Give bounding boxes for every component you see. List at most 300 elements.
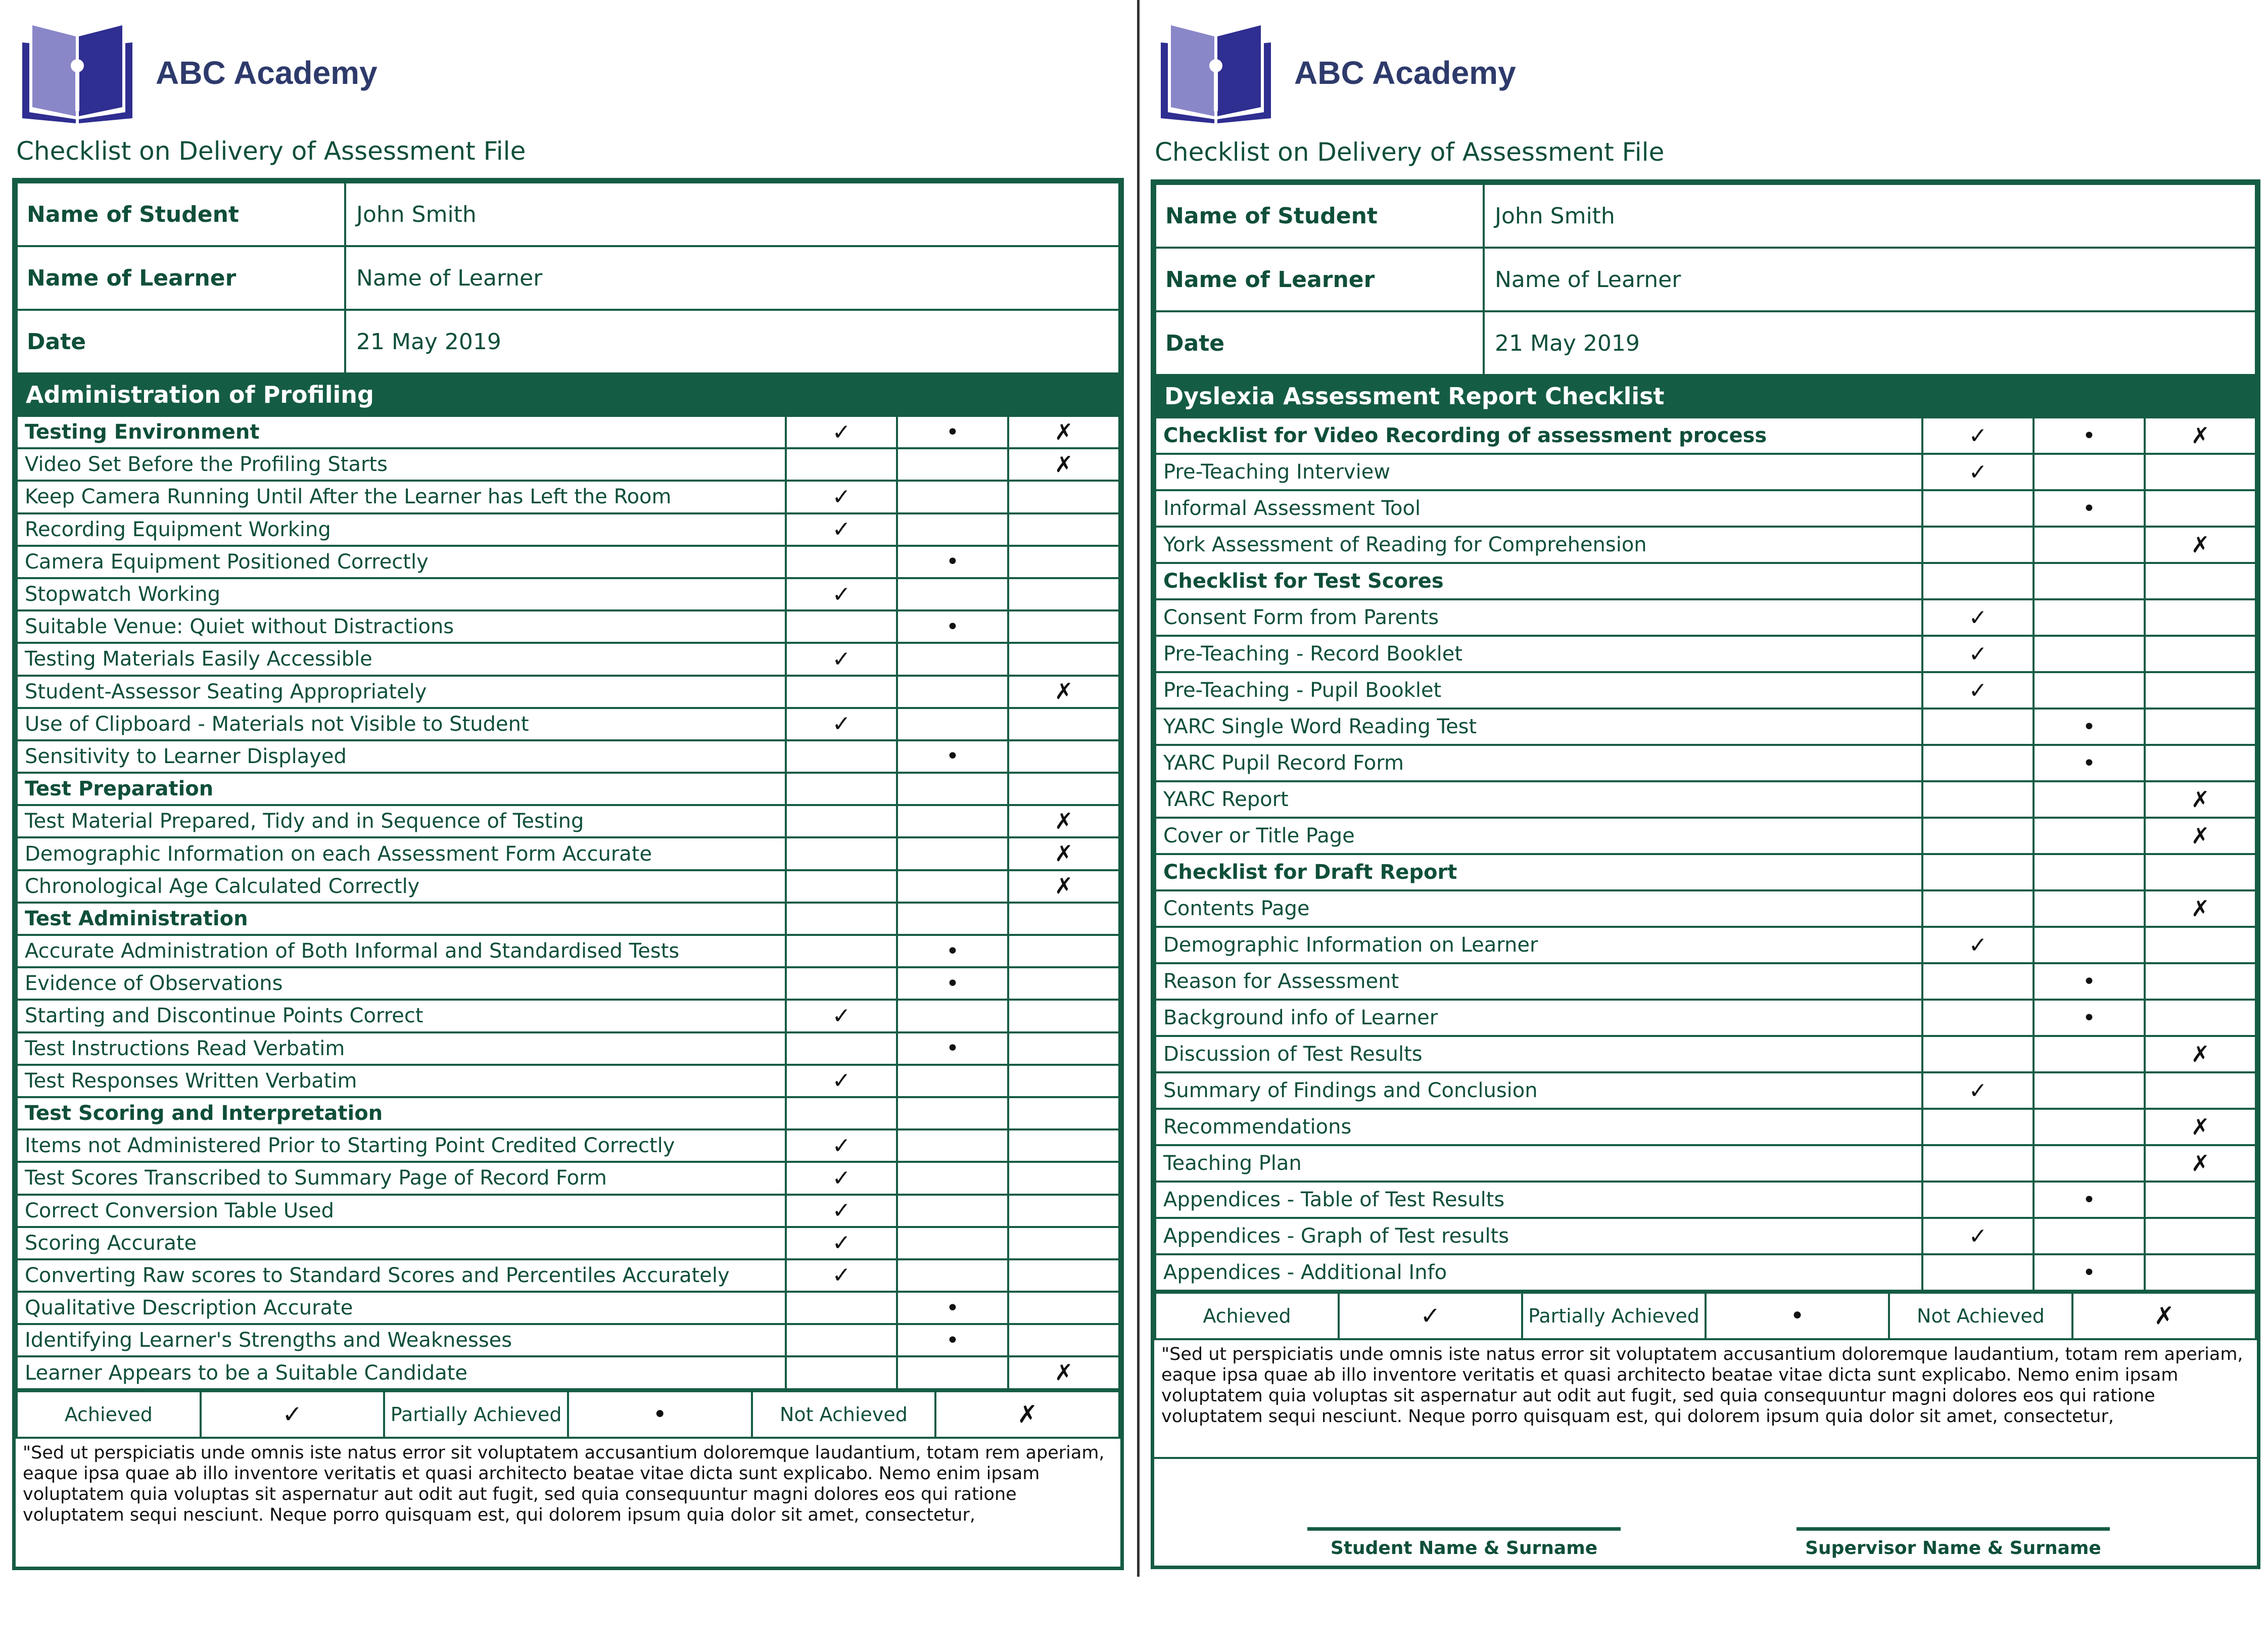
achieved-cell[interactable]: ✓: [786, 578, 897, 610]
checklist-row: [1155, 745, 2256, 781]
not-achieved-cell[interactable]: [2145, 1182, 2256, 1218]
checklist-row: [17, 676, 1119, 708]
checklist-row: [1155, 818, 2256, 854]
not-achieved-cell[interactable]: [1008, 935, 1119, 967]
checklist-item-label: Converting Raw scores to Standard Scores and Percentiles Accurately: [17, 1259, 786, 1292]
checklist-item-label: Suitable Venue: Quiet without Distractions: [17, 610, 786, 643]
checklist-frame: [12, 178, 1124, 1570]
signature-line: [1797, 1527, 2110, 1531]
book-logo-icon: [19, 22, 135, 123]
not-achieved-cell[interactable]: [1008, 578, 1119, 610]
partially-achieved-cell[interactable]: •: [897, 1032, 1008, 1065]
checklist-item-label: Discussion of Test Results: [1155, 1036, 1922, 1072]
achieved-cell[interactable]: [1922, 709, 2034, 745]
checklist-row: [1155, 890, 2256, 927]
achieved-cell[interactable]: ✓: [1922, 599, 2034, 636]
achieved-cell[interactable]: ✓: [1922, 1218, 2034, 1254]
checklist-row: [17, 935, 1119, 967]
legend-achieved-label: Achieved: [17, 1391, 201, 1438]
not-achieved-cell[interactable]: [1008, 610, 1119, 643]
partially-achieved-cell[interactable]: •: [897, 740, 1008, 773]
checklist-row: [1155, 1000, 2256, 1036]
partially-achieved-cell[interactable]: •: [2034, 1254, 2145, 1291]
checklist-row: [17, 967, 1119, 1000]
checklist-row: [17, 481, 1119, 513]
checklist-item-label: Test Responses Written Verbatim: [17, 1065, 786, 1097]
checklist-row: [1155, 927, 2256, 963]
legend-achieved-symbol: ✓: [1339, 1293, 1522, 1339]
date-label: Date: [1155, 311, 1484, 375]
learner-label: Name of Learner: [17, 246, 345, 310]
checklist-item-label: Pre-Teaching - Pupil Booklet: [1155, 672, 1922, 709]
not-achieved-cell[interactable]: [2145, 1218, 2256, 1254]
not-achieved-cell[interactable]: [2145, 1254, 2256, 1291]
not-achieved-cell[interactable]: ✗: [1008, 837, 1119, 870]
checklist-row: [1155, 1072, 2256, 1109]
checklist-item-label: YARC Report: [1155, 781, 1922, 818]
not-achieved-cell[interactable]: [2145, 1000, 2256, 1036]
not-achieved-cell[interactable]: ✗: [2145, 890, 2256, 927]
achieved-cell[interactable]: [786, 967, 897, 1000]
partially-achieved-cell[interactable]: [2034, 527, 2145, 563]
not-achieved-cell[interactable]: [1008, 1292, 1119, 1324]
checklist-item-label: Background info of Learner: [1155, 1000, 1922, 1036]
checklist-row: [17, 1032, 1119, 1065]
not-achieved-cell[interactable]: [1008, 1097, 1119, 1129]
not-achieved-cell[interactable]: [1008, 1000, 1119, 1032]
legend-not-symbol: ✗: [2072, 1293, 2256, 1339]
achieved-cell[interactable]: ✓: [786, 708, 897, 740]
not-achieved-cell[interactable]: [1008, 513, 1119, 546]
not-achieved-cell[interactable]: [2145, 1072, 2256, 1109]
partially-achieved-cell[interactable]: [2034, 1145, 2145, 1182]
achieved-cell[interactable]: [786, 773, 897, 805]
checklist-row: [1155, 672, 2256, 709]
achieved-cell[interactable]: [786, 676, 897, 708]
partially-achieved-cell[interactable]: [2034, 1072, 2145, 1109]
partially-achieved-cell[interactable]: •: [2034, 963, 2145, 1000]
checklist-row: [1155, 490, 2256, 527]
achieved-cell[interactable]: [786, 805, 897, 837]
checklist-row: [1155, 1254, 2256, 1291]
date-label: Date: [17, 310, 345, 373]
supervisor-signature[interactable]: [1797, 1527, 2110, 1559]
checklist-row: [17, 1324, 1119, 1356]
achieved-cell[interactable]: [1922, 745, 2034, 781]
achieved-cell[interactable]: ✓: [1922, 672, 2034, 709]
checklist-row: [1155, 1145, 2256, 1182]
student-label: Name of Student: [1155, 184, 1484, 248]
partially-achieved-cell[interactable]: [2034, 927, 2145, 963]
not-achieved-cell[interactable]: [1008, 1324, 1119, 1356]
not-achieved-cell[interactable]: [1008, 708, 1119, 740]
partially-achieved-cell[interactable]: •: [897, 610, 1008, 643]
achieved-cell[interactable]: ✓: [786, 1162, 897, 1194]
checklist-item-label: Appendices - Additional Info: [1155, 1254, 1922, 1291]
partially-achieved-cell[interactable]: [897, 870, 1008, 903]
partially-achieved-cell[interactable]: [2034, 1036, 2145, 1072]
partially-achieved-cell[interactable]: [897, 708, 1008, 740]
document-title: Checklist on Delivery of Assessment File: [16, 136, 526, 166]
checklist-item-label: Teaching Plan: [1155, 1145, 1922, 1182]
checklist-item-label: Student-Assessor Seating Appropriately: [17, 676, 786, 708]
checklist-group-row: [17, 773, 1119, 805]
student-signature-label: Student Name & Surname: [1330, 1538, 1598, 1559]
checklist-row: [17, 643, 1119, 675]
partially-achieved-cell[interactable]: •: [2034, 709, 2145, 745]
partially-achieved-cell[interactable]: [2034, 636, 2145, 672]
not-achieved-cell[interactable]: [1008, 1032, 1119, 1065]
checklist-item-label: Testing Materials Easily Accessible: [17, 643, 786, 675]
partially-achieved-cell[interactable]: [2034, 854, 2145, 890]
legend-not-symbol: ✗: [935, 1391, 1119, 1438]
checklist-item-label: Identifying Learner's Strengths and Weaknesses: [17, 1324, 786, 1356]
checklist-row: [1155, 781, 2256, 818]
achieved-cell[interactable]: [786, 610, 897, 643]
achieved-cell[interactable]: [1922, 890, 2034, 927]
date-value[interactable]: 21 May 2019: [1484, 311, 2256, 375]
not-achieved-cell[interactable]: [2145, 709, 2256, 745]
partially-achieved-cell[interactable]: [2034, 563, 2145, 599]
not-achieved-cell[interactable]: [2145, 636, 2256, 672]
checklist-row: [17, 1000, 1119, 1032]
checklist-item-label: Camera Equipment Positioned Correctly: [17, 546, 786, 578]
partially-achieved-cell[interactable]: [897, 676, 1008, 708]
not-achieved-cell[interactable]: ✗: [2145, 818, 2256, 854]
achieved-cell[interactable]: [786, 1292, 897, 1324]
partially-achieved-cell[interactable]: [897, 643, 1008, 675]
not-achieved-cell[interactable]: [2145, 963, 2256, 1000]
not-achieved-cell[interactable]: [2145, 854, 2256, 890]
not-achieved-cell[interactable]: [1008, 1162, 1119, 1194]
checklist-row: [1155, 1109, 2256, 1145]
partially-achieved-cell[interactable]: [897, 513, 1008, 546]
partially-achieved-cell[interactable]: [897, 805, 1008, 837]
achieved-cell[interactable]: [786, 740, 897, 773]
partially-achieved-cell[interactable]: •: [897, 967, 1008, 1000]
checklist-group-row: [1155, 563, 2256, 599]
checklist-row: [1155, 963, 2256, 1000]
checklist-row: [17, 837, 1119, 870]
checklist-row: [17, 578, 1119, 610]
group-heading: Test Preparation: [17, 773, 786, 805]
not-achieved-cell[interactable]: [2145, 454, 2256, 490]
not-achieved-cell[interactable]: [1008, 1227, 1119, 1259]
checklist-row: [17, 448, 1119, 481]
achieved-cell[interactable]: [786, 870, 897, 903]
checklist-item-label: Demographic Information on Learner: [1155, 927, 1922, 963]
partially-achieved-cell[interactable]: •: [2034, 490, 2145, 527]
checklist-item-label: Recommendations: [1155, 1109, 1922, 1145]
checklist-item-label: Accurate Administration of Both Informal and Standardised Tests: [17, 935, 786, 967]
achieved-cell[interactable]: [786, 546, 897, 578]
achieved-cell[interactable]: [1922, 1036, 2034, 1072]
checklist-row: [17, 1227, 1119, 1259]
student-signature[interactable]: [1307, 1527, 1621, 1559]
partially-achieved-cell[interactable]: [897, 1000, 1008, 1032]
partially-achieved-cell[interactable]: •: [2034, 417, 2145, 454]
checklist-item-label: YARC Single Word Reading Test: [1155, 709, 1922, 745]
checklist-frame: [1151, 179, 2260, 1569]
section-title: Dyslexia Assessment Report Checklist: [1155, 377, 2256, 415]
partially-achieved-cell[interactable]: •: [897, 935, 1008, 967]
brand-name: ABC Academy: [1294, 55, 1516, 91]
not-achieved-cell[interactable]: ✗: [1008, 448, 1119, 481]
checklist-item-label: YARC Pupil Record Form: [1155, 745, 1922, 781]
achieved-cell[interactable]: [786, 903, 897, 935]
checklist-item-label: Sensitivity to Learner Displayed: [17, 740, 786, 773]
checklist-item-label: Demographic Information on each Assessment Form Accurate: [17, 837, 786, 870]
not-achieved-cell[interactable]: ✗: [2145, 781, 2256, 818]
student-label: Name of Student: [17, 182, 345, 246]
checklist-item-label: Consent Form from Parents: [1155, 599, 1922, 636]
checklist-row: [1155, 454, 2256, 490]
learner-value[interactable]: Name of Learner: [345, 246, 1119, 310]
group-heading: Testing Environment: [17, 416, 786, 448]
partially-achieved-cell[interactable]: •: [2034, 1182, 2145, 1218]
legend-achieved-symbol: ✓: [201, 1391, 385, 1438]
checklist-item-label: Recording Equipment Working: [17, 513, 786, 546]
legend-partial-label: Partially Achieved: [1522, 1293, 1706, 1339]
achieved-cell[interactable]: [786, 837, 897, 870]
checklist-row: [17, 1292, 1119, 1324]
group-heading: Test Administration: [17, 903, 786, 935]
legend-partial-symbol: •: [568, 1391, 752, 1438]
not-achieved-cell[interactable]: [1008, 546, 1119, 578]
checklist-item-label: Stopwatch Working: [17, 578, 786, 610]
achieved-cell[interactable]: [1922, 563, 2034, 599]
achieved-cell[interactable]: ✓: [786, 1259, 897, 1292]
checklist-row: [1155, 527, 2256, 563]
not-achieved-cell[interactable]: [1008, 967, 1119, 1000]
not-achieved-cell[interactable]: [1008, 1259, 1119, 1292]
partially-achieved-cell[interactable]: [2034, 672, 2145, 709]
checklist-group-row: [17, 416, 1119, 448]
partially-achieved-cell[interactable]: •: [897, 1292, 1008, 1324]
student-value[interactable]: John Smith: [1484, 184, 2256, 248]
group-heading: Checklist for Test Scores: [1155, 563, 1922, 599]
achieved-cell[interactable]: ✓: [786, 643, 897, 675]
brand-name: ABC Academy: [156, 55, 377, 91]
partially-achieved-cell[interactable]: [897, 1195, 1008, 1227]
partially-achieved-cell[interactable]: [2034, 1218, 2145, 1254]
checklist-item-label: Informal Assessment Tool: [1155, 490, 1922, 527]
not-achieved-cell[interactable]: ✗: [2145, 1109, 2256, 1145]
not-achieved-cell[interactable]: [1008, 740, 1119, 773]
partially-achieved-cell[interactable]: [897, 1162, 1008, 1194]
book-logo-icon: [1158, 22, 1274, 123]
checklist-row: [17, 1259, 1119, 1292]
checklist-row: [17, 1065, 1119, 1097]
not-achieved-cell[interactable]: ✗: [2145, 527, 2256, 563]
achieved-cell[interactable]: [1922, 1109, 2034, 1145]
not-achieved-cell[interactable]: [2145, 563, 2256, 599]
student-value[interactable]: John Smith: [345, 182, 1119, 246]
checklist-row: [17, 1162, 1119, 1194]
not-achieved-cell[interactable]: [2145, 599, 2256, 636]
checklist-item-label: York Assessment of Reading for Comprehension: [1155, 527, 1922, 563]
partially-achieved-cell[interactable]: •: [897, 1324, 1008, 1356]
partially-achieved-cell[interactable]: [897, 773, 1008, 805]
checklist-group-row: [17, 903, 1119, 935]
achieved-cell[interactable]: [1922, 490, 2034, 527]
not-achieved-cell[interactable]: [1008, 1065, 1119, 1097]
checklist-row: [1155, 1036, 2256, 1072]
not-achieved-cell[interactable]: [2145, 927, 2256, 963]
legend-table: [1154, 1292, 2257, 1340]
partially-achieved-cell[interactable]: •: [2034, 745, 2145, 781]
achieved-cell[interactable]: ✓: [1922, 454, 2034, 490]
achieved-cell[interactable]: [1922, 781, 2034, 818]
date-value[interactable]: 21 May 2019: [345, 310, 1119, 373]
checklist-item-label: Chronological Age Calculated Correctly: [17, 870, 786, 903]
checklist-row: [17, 805, 1119, 837]
checklist-row: [1155, 599, 2256, 636]
achieved-cell[interactable]: ✓: [786, 1195, 897, 1227]
checklist-row: [17, 708, 1119, 740]
checklist-table: [1154, 416, 2257, 1292]
checklist-item-label: Pre-Teaching - Record Booklet: [1155, 636, 1922, 672]
achieved-cell[interactable]: [1922, 1182, 2034, 1218]
signature-line: [1307, 1527, 1621, 1531]
checklist-row: [17, 1356, 1119, 1389]
achieved-cell[interactable]: [1922, 527, 2034, 563]
achieved-cell[interactable]: [1922, 1000, 2034, 1036]
checklist-item-label: Correct Conversion Table Used: [17, 1195, 786, 1227]
page-divider: [1137, 0, 1140, 1577]
not-achieved-cell[interactable]: ✗: [1008, 416, 1119, 448]
not-achieved-cell[interactable]: [2145, 745, 2256, 781]
achieved-cell[interactable]: [1922, 1145, 2034, 1182]
supervisor-signature-label: Supervisor Name & Surname: [1805, 1538, 2101, 1559]
achieved-cell[interactable]: ✓: [1922, 1072, 2034, 1109]
partially-achieved-cell[interactable]: •: [2034, 1000, 2145, 1036]
not-achieved-cell[interactable]: [1008, 773, 1119, 805]
achieved-cell[interactable]: ✓: [786, 513, 897, 546]
section-header: [16, 374, 1120, 415]
checklist-item-label: Evidence of Observations: [17, 967, 786, 1000]
checklist-item-label: Scoring Accurate: [17, 1227, 786, 1259]
achieved-cell[interactable]: [786, 448, 897, 481]
group-heading: Test Scoring and Interpretation: [17, 1097, 786, 1129]
notes-text: "Sed ut perspiciatis unde omnis iste natus error sit voluptatem accusantium doloremque laudantium, totam rem aperiam, eaque ipsa quae ab illo inventore veritatis et quasi architecto beatae vitae dicta sunt explicabo. Nemo enim ipsam voluptatem quia voluptas sit aspernatur aut odit aut fugit, sed quia consequuntur magni dolores eos qui ratione voluptatem sequi nesciunt. Neque porro quisquam est, qui dolorem ipsum quia dolor sit amet, consectetur,: [23, 1442, 1105, 1525]
not-achieved-cell[interactable]: [1008, 643, 1119, 675]
achieved-cell[interactable]: [1922, 963, 2034, 1000]
not-achieved-cell[interactable]: ✗: [1008, 1356, 1119, 1389]
partially-achieved-cell[interactable]: [897, 1259, 1008, 1292]
not-achieved-cell[interactable]: ✗: [1008, 676, 1119, 708]
achieved-cell[interactable]: ✓: [786, 1227, 897, 1259]
not-achieved-cell[interactable]: [1008, 481, 1119, 513]
not-achieved-cell[interactable]: [1008, 1195, 1119, 1227]
not-achieved-cell[interactable]: [1008, 1129, 1119, 1162]
achieved-cell[interactable]: [1922, 818, 2034, 854]
achieved-cell[interactable]: ✓: [786, 481, 897, 513]
checklist-row: [1155, 636, 2256, 672]
group-heading: Checklist for Video Recording of assessment process: [1155, 417, 1922, 454]
achieved-cell[interactable]: ✓: [1922, 417, 2034, 454]
checklist-row: [17, 546, 1119, 578]
partially-achieved-cell[interactable]: [897, 481, 1008, 513]
partially-achieved-cell[interactable]: [2034, 890, 2145, 927]
checklist-item-label: Reason for Assessment: [1155, 963, 1922, 1000]
partially-achieved-cell[interactable]: [897, 448, 1008, 481]
legend-partial-label: Partially Achieved: [384, 1391, 568, 1438]
checklist-item-label: Summary of Findings and Conclusion: [1155, 1072, 1922, 1109]
checklist-group-row: [1155, 417, 2256, 454]
checklist-row: [1155, 1182, 2256, 1218]
not-achieved-cell[interactable]: ✗: [2145, 1036, 2256, 1072]
checklist-item-label: Starting and Discontinue Points Correct: [17, 1000, 786, 1032]
brand-header: [19, 22, 377, 123]
partially-achieved-cell[interactable]: [897, 578, 1008, 610]
achieved-cell[interactable]: [786, 1097, 897, 1129]
not-achieved-cell[interactable]: ✗: [2145, 1145, 2256, 1182]
checklist-row: [17, 740, 1119, 773]
achieved-cell[interactable]: ✓: [786, 1129, 897, 1162]
checklist-item-label: Contents Page: [1155, 890, 1922, 927]
partially-achieved-cell[interactable]: •: [897, 416, 1008, 448]
partially-achieved-cell[interactable]: [897, 1097, 1008, 1129]
checklist-group-row: [1155, 854, 2256, 890]
partially-achieved-cell[interactable]: [897, 1227, 1008, 1259]
achieved-cell[interactable]: [1922, 1254, 2034, 1291]
not-achieved-cell[interactable]: [1008, 903, 1119, 935]
partially-achieved-cell[interactable]: [897, 1065, 1008, 1097]
checklist-item-label: Use of Clipboard - Materials not Visible to Student: [17, 708, 786, 740]
not-achieved-cell[interactable]: ✗: [1008, 805, 1119, 837]
checklist-item-label: Items not Administered Prior to Starting Point Credited Correctly: [17, 1129, 786, 1162]
partially-achieved-cell[interactable]: [897, 837, 1008, 870]
achieved-cell[interactable]: ✓: [786, 416, 897, 448]
checklist-row: [17, 610, 1119, 643]
checklist-group-row: [17, 1097, 1119, 1129]
partially-achieved-cell[interactable]: [897, 903, 1008, 935]
checklist-table: [16, 415, 1120, 1390]
partially-achieved-cell[interactable]: [2034, 781, 2145, 818]
checklist-item-label: Cover or Title Page: [1155, 818, 1922, 854]
checklist-item-label: Learner Appears to be a Suitable Candidate: [17, 1356, 786, 1389]
legend-not-label: Not Achieved: [1889, 1293, 2072, 1339]
partially-achieved-cell[interactable]: [897, 1129, 1008, 1162]
partially-achieved-cell[interactable]: [2034, 1109, 2145, 1145]
checklist-item-label: Appendices - Table of Test Results: [1155, 1182, 1922, 1218]
not-achieved-cell[interactable]: ✗: [1008, 870, 1119, 903]
achieved-cell[interactable]: [1922, 854, 2034, 890]
achieved-cell[interactable]: [786, 1032, 897, 1065]
not-achieved-cell[interactable]: [2145, 672, 2256, 709]
checklist-row: [17, 870, 1119, 903]
student-info-table: [16, 181, 1120, 374]
achieved-cell[interactable]: ✓: [1922, 927, 2034, 963]
not-achieved-cell[interactable]: ✗: [2145, 417, 2256, 454]
partially-achieved-cell[interactable]: [2034, 599, 2145, 636]
achieved-cell[interactable]: [786, 1324, 897, 1356]
section-header: [1154, 376, 2257, 416]
checklist-row: [17, 1129, 1119, 1162]
partially-achieved-cell[interactable]: [2034, 454, 2145, 490]
partially-achieved-cell[interactable]: •: [897, 546, 1008, 578]
partially-achieved-cell[interactable]: [897, 1356, 1008, 1389]
achieved-cell[interactable]: [786, 935, 897, 967]
achieved-cell[interactable]: [786, 1356, 897, 1389]
achieved-cell[interactable]: ✓: [786, 1065, 897, 1097]
learner-value[interactable]: Name of Learner: [1484, 248, 2256, 311]
achieved-cell[interactable]: ✓: [1922, 636, 2034, 672]
not-achieved-cell[interactable]: [2145, 490, 2256, 527]
partially-achieved-cell[interactable]: [2034, 818, 2145, 854]
achieved-cell[interactable]: ✓: [786, 1000, 897, 1032]
